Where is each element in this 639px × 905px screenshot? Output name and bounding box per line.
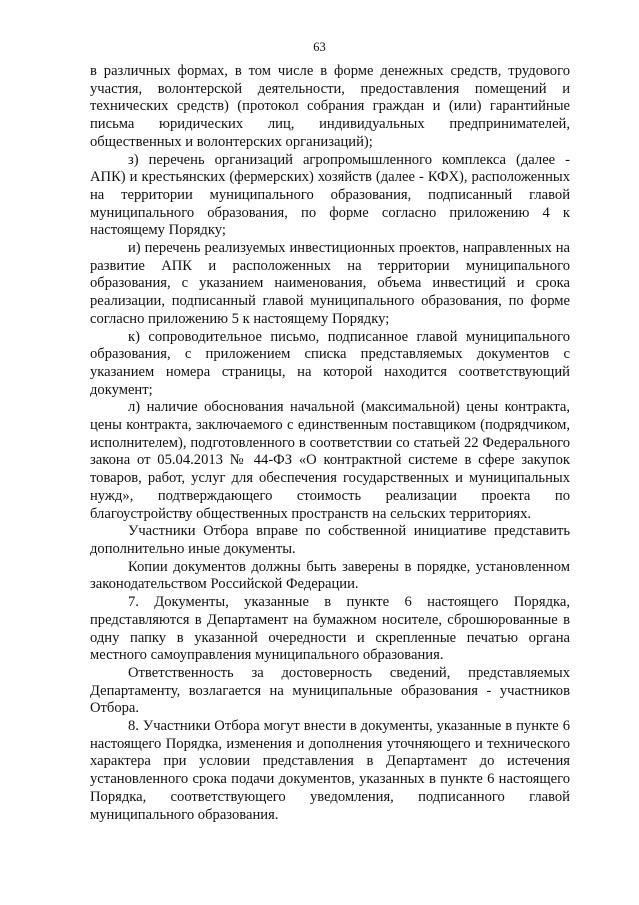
paragraph-copies: Копии документов должны быть заверены в порядке, установленном законодательством Российской Федерации. [90, 558, 570, 593]
page-number: 63 [313, 40, 326, 54]
paragraph-additional-documents: Участники Отбора вправе по собственной инициативе представить дополнительно иные документы. [90, 523, 570, 557]
paragraph-item-l: л) наличие обоснования начальной (максимальной) цены контракта, цены контракта, заключаемого с единственным поставщиком (подрядчиком, исполнителем), подготовленного в соответствии со статьей 22 Федерального закона от 05.04.2013 № 44-ФЗ «О контрактной системе в сфере закупок товаров, работ, услуг для обеспечения государственных и муниципальных нужд», подтверждающего стоимость реализации проекта по благоустройству общественных пространств на сельских территориях. [90, 399, 570, 522]
paragraph-item-i: и) перечень реализуемых инвестиционных проектов, направленных на развитие АПК и расположенных на территории муниципального образования, с указанием наименования, объема инвестиций и срока реализации, подписанный главой муниципального образования, по форме согласно приложению 5 к настоящему Порядку; [90, 240, 570, 327]
paragraph-responsibility: Ответственность за достоверность сведений, представляемых Департаменту, возлагается на муниципальные образования - участников Отбора. [90, 664, 570, 717]
paragraph-item-z: з) перечень организаций агропромышленного комплекса (далее - АПК) и крестьянских (фермерских) хозяйств (далее - КФХ), расположенных на территории муниципального образования, подписанный главой муниципального образования, по форме согласно приложению 4 к настоящему Порядку; [90, 151, 570, 239]
paragraph-section-7: 7. Документы, указанные в пункте 6 настоящего Порядка, представляются в Департамент на бумажном носителе, сброшюрованные в одну папку в указанной очередности и скрепленные печатью органа местного самоуправления муниципального образования. [90, 594, 570, 664]
paragraph-item-k: к) сопроводительное письмо, подписанное главой муниципального образования, с приложением списка представляемых документов с указанием номера страницы, на которой находится соответствующий документ; [90, 328, 570, 398]
document-body [90, 63, 570, 824]
paragraph-continuation: в различных формах, в том числе в форме денежных средств, трудового участия, волонтерской деятельности, предоставления помещений и технических средств) (протокол собрания граждан и (или) гарантийные письма юридических лиц, индивидуальных предпринимателей, общественных и волонтерских организаций); [90, 63, 570, 150]
paragraph-section-8: 8. Участники Отбора могут внести в документы, указанные в пункте 6 настоящего Порядка, изменения и дополнения уточняющего и технического характера при условии представления в Департамент до истечения установленного срока подачи документов, указанных в пункте 6 настоящего Порядка, соответствующего уведомления, подписанного главой муниципального образования. [90, 718, 570, 823]
